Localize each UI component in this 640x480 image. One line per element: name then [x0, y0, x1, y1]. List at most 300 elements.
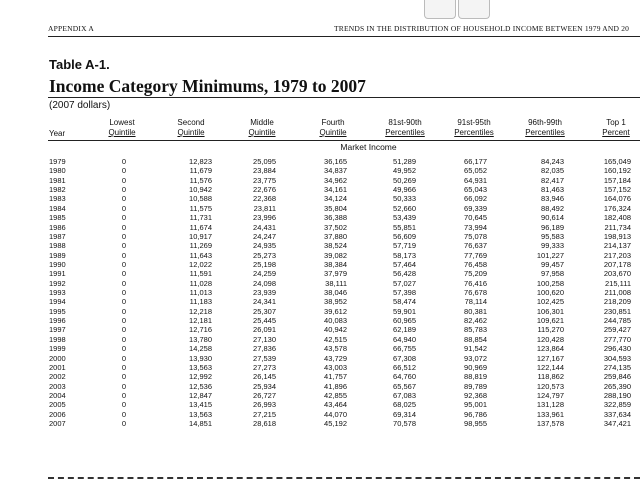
column-header-year: Year — [49, 129, 66, 138]
cell-year: 1994 — [49, 297, 66, 307]
cell-top-1-percent: 214,137 — [603, 241, 631, 251]
cell-lowest-quintile: 0 — [121, 157, 126, 166]
cell-lowest-quintile: 0 — [121, 194, 126, 204]
cell-year: 2007 — [49, 419, 66, 429]
cell-91st-95th: 88,854 — [464, 334, 487, 344]
cell-second-quintile: 13,563 — [189, 409, 212, 419]
table-row — [0, 232, 640, 241]
cell-fourth-quintile: 39,082 — [324, 250, 347, 260]
cell-91st-95th: 85,783 — [464, 325, 487, 335]
cell-81st-90th: 57,027 — [393, 278, 416, 288]
cell-lowest-quintile: 0 — [121, 353, 126, 363]
cell-91st-95th: 95,001 — [464, 400, 487, 410]
cell-second-quintile: 11,643 — [189, 250, 212, 260]
cell-fourth-quintile: 39,612 — [324, 306, 347, 316]
cell-91st-95th: 90,969 — [464, 362, 487, 372]
cell-top-1-percent: 259,427 — [603, 325, 631, 335]
cell-lowest-quintile: 0 — [121, 306, 126, 316]
cell-lowest-quintile: 0 — [121, 166, 126, 176]
cell-year: 2000 — [49, 353, 66, 363]
cell-lowest-quintile: 0 — [121, 288, 126, 298]
cell-second-quintile: 13,563 — [189, 362, 212, 372]
cell-lowest-quintile: 0 — [121, 213, 126, 223]
column-header-line2: Quintile — [177, 128, 205, 137]
cell-96th-99th: 109,621 — [536, 316, 564, 326]
cell-top-1-percent: 164,076 — [603, 194, 631, 204]
cell-lowest-quintile: 0 — [121, 419, 126, 429]
column-header-81st-90th — [370, 118, 440, 138]
cell-top-1-percent: 296,430 — [603, 344, 631, 354]
table-row — [0, 194, 640, 203]
cell-96th-99th: 100,620 — [536, 288, 564, 298]
column-header-top-1-percent — [588, 118, 640, 138]
cell-year: 1998 — [49, 334, 66, 344]
column-header-line2: Quintile — [248, 128, 276, 137]
cell-fourth-quintile: 45,192 — [324, 419, 347, 429]
cell-96th-99th: 106,301 — [536, 306, 564, 316]
cell-lowest-quintile: 0 — [121, 259, 126, 269]
cell-96th-99th: 122,144 — [536, 362, 564, 372]
cell-year: 1980 — [49, 166, 66, 176]
table-row — [0, 307, 640, 316]
cell-lowest-quintile: 0 — [121, 185, 126, 195]
cell-top-1-percent: 211,734 — [604, 222, 631, 232]
cell-fourth-quintile: 34,124 — [324, 194, 347, 204]
cell-91st-95th: 76,678 — [464, 288, 487, 298]
cell-year: 1989 — [49, 250, 66, 260]
cell-91st-95th: 76,637 — [464, 241, 487, 251]
cell-second-quintile: 10,588 — [189, 194, 212, 204]
cell-lowest-quintile: 0 — [121, 362, 126, 372]
cell-lowest-quintile: 0 — [121, 269, 126, 279]
cell-year: 1979 — [49, 157, 66, 166]
cell-96th-99th: 100,258 — [536, 278, 564, 288]
section-label-market-income: Market Income — [340, 142, 397, 152]
cell-middle-quintile: 22,676 — [253, 185, 276, 195]
cell-lowest-quintile: 0 — [121, 175, 126, 185]
cell-91st-95th: 77,769 — [464, 250, 487, 260]
cell-year: 2003 — [49, 381, 66, 391]
cell-fourth-quintile: 37,502 — [324, 222, 347, 232]
cell-81st-90th: 49,966 — [393, 185, 416, 195]
cell-top-1-percent: 347,421 — [603, 419, 631, 429]
cell-91st-95th: 92,368 — [464, 390, 487, 400]
table-label: Table A-1. — [49, 57, 110, 72]
cell-96th-99th: 101,227 — [536, 250, 564, 260]
cell-second-quintile: 14,851 — [189, 419, 212, 429]
column-header-line2: Percentiles — [454, 128, 494, 137]
cell-second-quintile: 11,674 — [189, 222, 212, 232]
cell-81st-90th: 57,464 — [393, 259, 416, 269]
cell-81st-90th: 66,512 — [393, 362, 416, 372]
table-row — [0, 288, 640, 297]
cell-middle-quintile: 23,939 — [253, 288, 276, 298]
cell-top-1-percent: 211,008 — [604, 288, 631, 298]
cell-lowest-quintile: 0 — [121, 241, 126, 251]
cell-81st-90th: 70,578 — [393, 419, 416, 429]
cell-year: 1996 — [49, 316, 66, 326]
cell-96th-99th: 83,946 — [541, 194, 564, 204]
cell-81st-90th: 64,940 — [393, 334, 416, 344]
cell-96th-99th: 99,333 — [541, 241, 564, 251]
cell-lowest-quintile: 0 — [121, 372, 126, 382]
table-row — [0, 269, 640, 278]
cell-top-1-percent: 230,851 — [603, 306, 631, 316]
cell-96th-99th: 82,417 — [541, 175, 564, 185]
cell-middle-quintile: 25,307 — [253, 306, 276, 316]
cell-second-quintile: 13,930 — [189, 353, 212, 363]
cell-91st-95th: 65,043 — [464, 185, 487, 195]
cell-top-1-percent: 218,209 — [603, 297, 631, 307]
cell-top-1-percent: 157,184 — [603, 175, 631, 185]
cell-81st-90th: 62,189 — [393, 325, 416, 335]
table-row — [0, 391, 640, 400]
cell-91st-95th: 65,052 — [464, 166, 487, 176]
cell-81st-90th: 68,025 — [393, 400, 416, 410]
cell-96th-99th: 124,797 — [536, 390, 564, 400]
cell-middle-quintile: 26,145 — [253, 372, 276, 382]
cell-lowest-quintile: 0 — [121, 334, 126, 344]
cell-second-quintile: 11,576 — [189, 175, 212, 185]
cell-middle-quintile: 24,431 — [253, 222, 276, 232]
cell-top-1-percent: 322,859 — [603, 400, 631, 410]
cell-middle-quintile: 27,836 — [253, 344, 276, 354]
cell-lowest-quintile: 0 — [121, 203, 126, 213]
cell-96th-99th: 120,573 — [536, 381, 564, 391]
cell-91st-95th: 98,955 — [464, 419, 487, 429]
header-rule — [48, 140, 640, 141]
table-row — [0, 157, 640, 166]
column-header-line2: Percentiles — [525, 128, 565, 137]
cell-lowest-quintile: 0 — [121, 316, 126, 326]
cell-middle-quintile: 26,091 — [253, 325, 276, 335]
cell-96th-99th: 96,189 — [541, 222, 564, 232]
cell-year: 1995 — [49, 306, 66, 316]
cell-81st-90th: 64,760 — [393, 372, 416, 382]
cell-lowest-quintile: 0 — [121, 222, 126, 232]
cell-lowest-quintile: 0 — [121, 344, 126, 354]
cell-fourth-quintile: 38,384 — [324, 259, 347, 269]
cell-fourth-quintile: 43,578 — [324, 344, 347, 354]
cell-96th-99th: 90,614 — [541, 213, 564, 223]
cell-top-1-percent: 244,785 — [603, 316, 631, 326]
column-header-second-quintile — [163, 118, 219, 138]
cell-year: 2001 — [49, 362, 66, 372]
cell-96th-99th: 81,463 — [541, 185, 564, 195]
cell-year: 1981 — [49, 175, 66, 185]
cell-96th-99th: 131,128 — [536, 400, 564, 410]
cell-81st-90th: 57,719 — [393, 241, 416, 251]
column-header-line2: Percent — [602, 128, 630, 137]
cell-81st-90th: 69,314 — [393, 409, 416, 419]
cell-top-1-percent: 157,152 — [603, 185, 631, 195]
table-body — [0, 157, 640, 428]
column-header-line1: 81st-90th — [388, 118, 422, 127]
table-row — [0, 251, 640, 260]
cell-middle-quintile: 24,098 — [253, 278, 276, 288]
cell-second-quintile: 11,591 — [189, 269, 212, 279]
column-header-line1: Middle — [250, 118, 274, 127]
cell-fourth-quintile: 38,111 — [325, 278, 347, 288]
cell-top-1-percent: 215,111 — [605, 278, 631, 288]
table-row — [0, 185, 640, 194]
cell-lowest-quintile: 0 — [121, 250, 126, 260]
cell-96th-99th: 137,578 — [536, 419, 564, 429]
cell-top-1-percent: 207,178 — [603, 259, 631, 269]
cell-91st-95th: 70,645 — [464, 213, 487, 223]
column-header-96th-99th — [510, 118, 580, 138]
bottom-dashed-rule — [48, 477, 640, 479]
cell-fourth-quintile: 37,880 — [324, 231, 347, 241]
cell-middle-quintile: 24,341 — [253, 297, 276, 307]
table-row — [0, 260, 640, 269]
cell-top-1-percent: 337,634 — [603, 409, 631, 419]
table-row — [0, 372, 640, 381]
cell-91st-95th: 93,072 — [464, 353, 487, 363]
column-header-line1: 96th-99th — [528, 118, 562, 127]
cell-second-quintile: 11,575 — [189, 203, 212, 213]
title-rule — [48, 97, 640, 98]
cell-91st-95th: 88,819 — [464, 372, 487, 382]
cell-year: 1988 — [49, 241, 66, 251]
cell-middle-quintile: 23,996 — [253, 213, 276, 223]
cell-top-1-percent: 277,770 — [603, 334, 631, 344]
cell-year: 1982 — [49, 185, 66, 195]
cell-second-quintile: 12,823 — [189, 157, 212, 166]
cell-96th-99th: 133,961 — [536, 409, 564, 419]
cell-91st-95th: 91,542 — [464, 344, 487, 354]
cell-81st-90th: 50,269 — [393, 175, 416, 185]
cell-fourth-quintile: 41,757 — [324, 372, 347, 382]
cell-81st-90th: 59,901 — [393, 306, 416, 316]
table-row — [0, 213, 640, 222]
cell-year: 1985 — [49, 213, 66, 223]
cell-second-quintile: 12,022 — [189, 259, 212, 269]
cell-81st-90th: 57,398 — [393, 288, 416, 298]
cell-96th-99th: 120,428 — [536, 334, 564, 344]
cell-lowest-quintile: 0 — [121, 325, 126, 335]
cell-top-1-percent: 160,192 — [603, 166, 631, 176]
cell-91st-95th: 64,931 — [464, 175, 487, 185]
cell-year: 1987 — [49, 231, 66, 241]
column-header-middle-quintile — [234, 118, 290, 138]
cell-fourth-quintile: 41,896 — [324, 381, 347, 391]
cell-middle-quintile: 25,445 — [253, 316, 276, 326]
cell-lowest-quintile: 0 — [121, 400, 126, 410]
table-row — [0, 166, 640, 175]
cell-middle-quintile: 27,273 — [253, 362, 276, 372]
cell-fourth-quintile: 34,837 — [324, 166, 347, 176]
table-row — [0, 354, 640, 363]
cell-year: 1999 — [49, 344, 66, 354]
cell-top-1-percent: 259,846 — [603, 372, 631, 382]
cell-fourth-quintile: 37,979 — [324, 269, 347, 279]
cell-81st-90th: 58,173 — [393, 250, 416, 260]
column-header-91st-95th — [439, 118, 509, 138]
cell-81st-90th: 53,439 — [393, 213, 416, 223]
column-header-line1: Second — [177, 118, 205, 127]
table-title: Income Category Minimums, 1979 to 2007 — [49, 76, 366, 96]
column-header-line2: Quintile — [319, 128, 347, 137]
cell-96th-99th: 123,864 — [536, 344, 564, 354]
cell-top-1-percent: 198,913 — [603, 231, 631, 241]
cell-fourth-quintile: 42,855 — [324, 390, 347, 400]
column-header-line2: Percentiles — [385, 128, 425, 137]
table-row — [0, 410, 640, 419]
dollars-note: (2007 dollars) — [49, 100, 111, 111]
table-row — [0, 400, 640, 409]
cell-year: 2004 — [49, 390, 66, 400]
cell-96th-99th: 82,035 — [541, 166, 564, 176]
cell-top-1-percent: 165,049 — [603, 157, 631, 166]
table-row — [0, 419, 640, 428]
cell-year: 2006 — [49, 409, 66, 419]
cell-fourth-quintile: 38,952 — [324, 297, 347, 307]
cell-second-quintile: 11,269 — [189, 241, 212, 251]
cell-year: 1992 — [49, 278, 66, 288]
table-row — [0, 382, 640, 391]
cell-second-quintile: 12,716 — [189, 325, 212, 335]
window-tab-left — [424, 0, 456, 19]
cell-second-quintile: 11,731 — [189, 213, 212, 223]
cell-second-quintile: 11,013 — [189, 288, 212, 298]
cell-91st-95th: 66,092 — [464, 194, 487, 204]
cell-96th-99th: 99,457 — [541, 259, 564, 269]
cell-middle-quintile: 23,775 — [253, 175, 276, 185]
cell-lowest-quintile: 0 — [121, 409, 126, 419]
cell-81st-90th: 52,660 — [393, 203, 416, 213]
table-row — [0, 223, 640, 232]
cell-81st-90th: 67,083 — [393, 390, 416, 400]
table-row — [0, 297, 640, 306]
cell-81st-90th: 56,609 — [393, 231, 416, 241]
column-header-line2: Quintile — [108, 128, 136, 137]
cell-middle-quintile: 23,811 — [253, 203, 276, 213]
cell-middle-quintile: 25,095 — [253, 157, 276, 166]
column-header-line1: 91st-95th — [457, 118, 491, 127]
cell-fourth-quintile: 40,942 — [324, 325, 347, 335]
cell-middle-quintile: 22,368 — [253, 194, 276, 204]
cell-81st-90th: 58,474 — [393, 297, 416, 307]
cell-middle-quintile: 26,993 — [253, 400, 276, 410]
cell-fourth-quintile: 36,388 — [324, 213, 347, 223]
running-head-right: TRENDS IN THE DISTRIBUTION OF HOUSEHOLD INCOME BETWEEN 1979 AND 20 — [334, 24, 630, 33]
cell-81st-90th: 66,755 — [393, 344, 416, 354]
cell-fourth-quintile: 38,524 — [324, 241, 347, 251]
table-row — [0, 316, 640, 325]
cell-top-1-percent: 217,203 — [603, 250, 631, 260]
cell-81st-90th: 49,952 — [393, 166, 416, 176]
table-row — [0, 279, 640, 288]
cell-top-1-percent: 265,390 — [603, 381, 631, 391]
cell-second-quintile: 12,992 — [189, 372, 212, 382]
cell-year: 1986 — [49, 222, 66, 232]
cell-middle-quintile: 24,259 — [253, 269, 276, 279]
cell-fourth-quintile: 38,046 — [324, 288, 347, 298]
cell-96th-99th: 102,425 — [536, 297, 564, 307]
table-row — [0, 363, 640, 372]
cell-81st-90th: 67,308 — [393, 353, 416, 363]
cell-fourth-quintile: 44,070 — [324, 409, 347, 419]
cell-91st-95th: 66,177 — [464, 157, 487, 166]
cell-second-quintile: 11,183 — [189, 297, 212, 307]
column-header-fourth-quintile — [305, 118, 361, 138]
cell-91st-95th: 80,381 — [464, 306, 487, 316]
cell-second-quintile: 10,917 — [189, 231, 212, 241]
cell-96th-99th: 118,862 — [537, 372, 564, 382]
cell-91st-95th: 75,209 — [464, 269, 487, 279]
cell-year: 2002 — [49, 372, 66, 382]
cell-96th-99th: 97,958 — [541, 269, 564, 279]
cell-top-1-percent: 182,408 — [603, 213, 631, 223]
cell-91st-95th: 82,462 — [464, 316, 487, 326]
cell-second-quintile: 11,028 — [189, 278, 212, 288]
running-head — [48, 24, 640, 37]
table-row — [0, 335, 640, 344]
cell-91st-95th: 69,339 — [464, 203, 487, 213]
cell-91st-95th: 76,458 — [464, 259, 487, 269]
cell-fourth-quintile: 43,729 — [324, 353, 347, 363]
cell-91st-95th: 96,786 — [464, 409, 487, 419]
cell-middle-quintile: 25,198 — [253, 259, 276, 269]
cell-second-quintile: 12,218 — [189, 306, 212, 316]
cell-96th-99th: 88,492 — [541, 203, 564, 213]
cell-81st-90th: 60,965 — [393, 316, 416, 326]
column-header-line1: Top 1 — [606, 118, 626, 127]
cell-91st-95th: 78,114 — [464, 297, 487, 307]
cell-year: 1984 — [49, 203, 66, 213]
cell-fourth-quintile: 43,003 — [324, 362, 347, 372]
cell-lowest-quintile: 0 — [121, 381, 126, 391]
cell-81st-90th: 51,289 — [393, 157, 416, 166]
cell-year: 1993 — [49, 288, 66, 298]
cell-fourth-quintile: 40,083 — [324, 316, 347, 326]
cell-lowest-quintile: 0 — [121, 278, 126, 288]
running-head-left: APPENDIX A — [48, 24, 94, 33]
table-row — [0, 325, 640, 334]
cell-second-quintile: 12,536 — [189, 381, 212, 391]
column-header-lowest-quintile — [94, 118, 150, 138]
cell-fourth-quintile: 35,804 — [324, 203, 347, 213]
cell-81st-90th: 56,428 — [393, 269, 416, 279]
cell-fourth-quintile: 36,165 — [324, 157, 347, 166]
cell-fourth-quintile: 43,464 — [324, 400, 347, 410]
cell-second-quintile: 12,847 — [189, 390, 212, 400]
cell-96th-99th: 127,167 — [536, 353, 564, 363]
cell-middle-quintile: 25,273 — [253, 250, 276, 260]
cell-year: 1991 — [49, 269, 66, 279]
cell-middle-quintile: 23,884 — [253, 166, 276, 176]
cell-lowest-quintile: 0 — [121, 390, 126, 400]
cell-year: 2005 — [49, 400, 66, 410]
cell-top-1-percent: 176,324 — [603, 203, 631, 213]
cell-second-quintile: 12,181 — [189, 316, 212, 326]
cell-middle-quintile: 27,130 — [253, 334, 276, 344]
cell-middle-quintile: 27,539 — [253, 353, 276, 363]
cell-96th-99th: 95,583 — [541, 231, 564, 241]
cell-year: 1997 — [49, 325, 66, 335]
cell-middle-quintile: 27,215 — [253, 409, 276, 419]
cell-middle-quintile: 28,618 — [253, 419, 276, 429]
cell-fourth-quintile: 34,962 — [324, 175, 347, 185]
table-row — [0, 344, 640, 353]
cell-second-quintile: 13,415 — [189, 400, 212, 410]
cell-middle-quintile: 24,935 — [253, 241, 276, 251]
cell-fourth-quintile: 42,515 — [324, 334, 347, 344]
cell-middle-quintile: 26,727 — [253, 390, 276, 400]
cell-81st-90th: 65,567 — [393, 381, 416, 391]
cell-lowest-quintile: 0 — [121, 297, 126, 307]
